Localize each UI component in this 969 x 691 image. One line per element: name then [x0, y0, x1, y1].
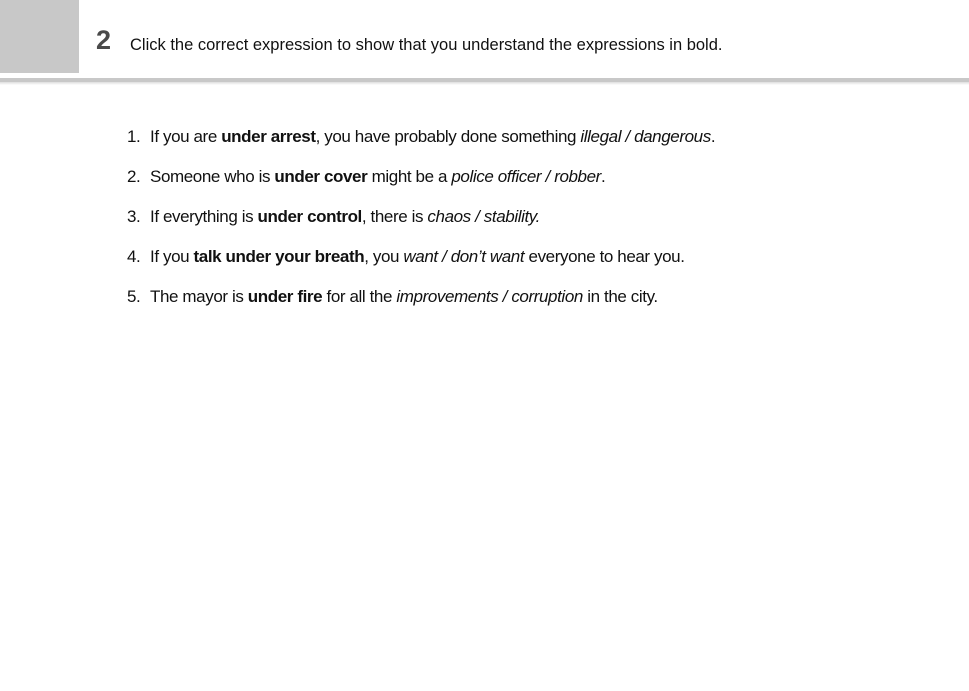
exercise-instruction: Click the correct expression to show that you understand the expressions in bold.: [130, 36, 723, 54]
option-separator: /: [498, 287, 512, 306]
option-b-choice[interactable]: dangerous: [634, 127, 711, 146]
option-b-choice[interactable]: stability.: [483, 207, 540, 226]
question-item-3: [127, 205, 715, 245]
question-number: 5.: [127, 287, 141, 306]
bold-expression: under fire: [247, 287, 323, 306]
bold-expression: under cover: [274, 167, 368, 186]
exercise-header: [0, 0, 969, 78]
question-number: 2.: [127, 167, 141, 186]
option-a-choice[interactable]: chaos: [427, 207, 471, 226]
header-divider-shadow: [0, 82, 969, 85]
question-item-1: [127, 125, 715, 165]
question-text-pre: If you: [150, 247, 194, 266]
option-separator: /: [470, 207, 484, 226]
option-separator: /: [621, 127, 635, 146]
question-text-mid: for all the: [322, 287, 397, 306]
question-text-post: .: [600, 167, 606, 186]
question-text-mid: , you have probably done something: [315, 127, 581, 146]
question-text-post: in the city.: [582, 287, 658, 306]
option-separator: /: [541, 167, 555, 186]
question-text-pre: The mayor is: [150, 287, 248, 306]
question-text-pre: Someone who is: [150, 167, 275, 186]
option-a-choice[interactable]: improvements: [396, 287, 499, 306]
question-item-2: [127, 165, 715, 205]
question-number: 1.: [127, 127, 141, 146]
question-item-5: [127, 285, 715, 325]
question-text-mid: might be a: [367, 167, 452, 186]
question-text-mid: , you: [364, 247, 404, 266]
option-a-choice[interactable]: police officer: [451, 167, 542, 186]
option-separator: /: [437, 247, 451, 266]
header-corner-block: [0, 0, 79, 73]
question-number: 3.: [127, 207, 141, 226]
question-text-mid: , there is: [361, 207, 428, 226]
option-b-choice[interactable]: robber: [554, 167, 601, 186]
question-list: [127, 125, 715, 325]
option-b-choice[interactable]: corruption: [511, 287, 583, 306]
question-text-pre: If everything is: [150, 207, 258, 226]
question-number: 4.: [127, 247, 141, 266]
option-a-choice[interactable]: illegal: [580, 127, 622, 146]
option-b-choice[interactable]: don’t want: [450, 247, 525, 266]
bold-expression: under arrest: [221, 127, 316, 146]
option-a-choice[interactable]: want: [403, 247, 438, 266]
question-text-post: everyone to hear you.: [524, 247, 685, 266]
bold-expression: talk under your breath: [193, 247, 365, 266]
exercise-number: 2: [96, 25, 112, 55]
question-text-pre: If you are: [150, 127, 222, 146]
question-item-4: [127, 245, 715, 285]
bold-expression: under control: [257, 207, 362, 226]
question-text-post: .: [710, 127, 716, 146]
